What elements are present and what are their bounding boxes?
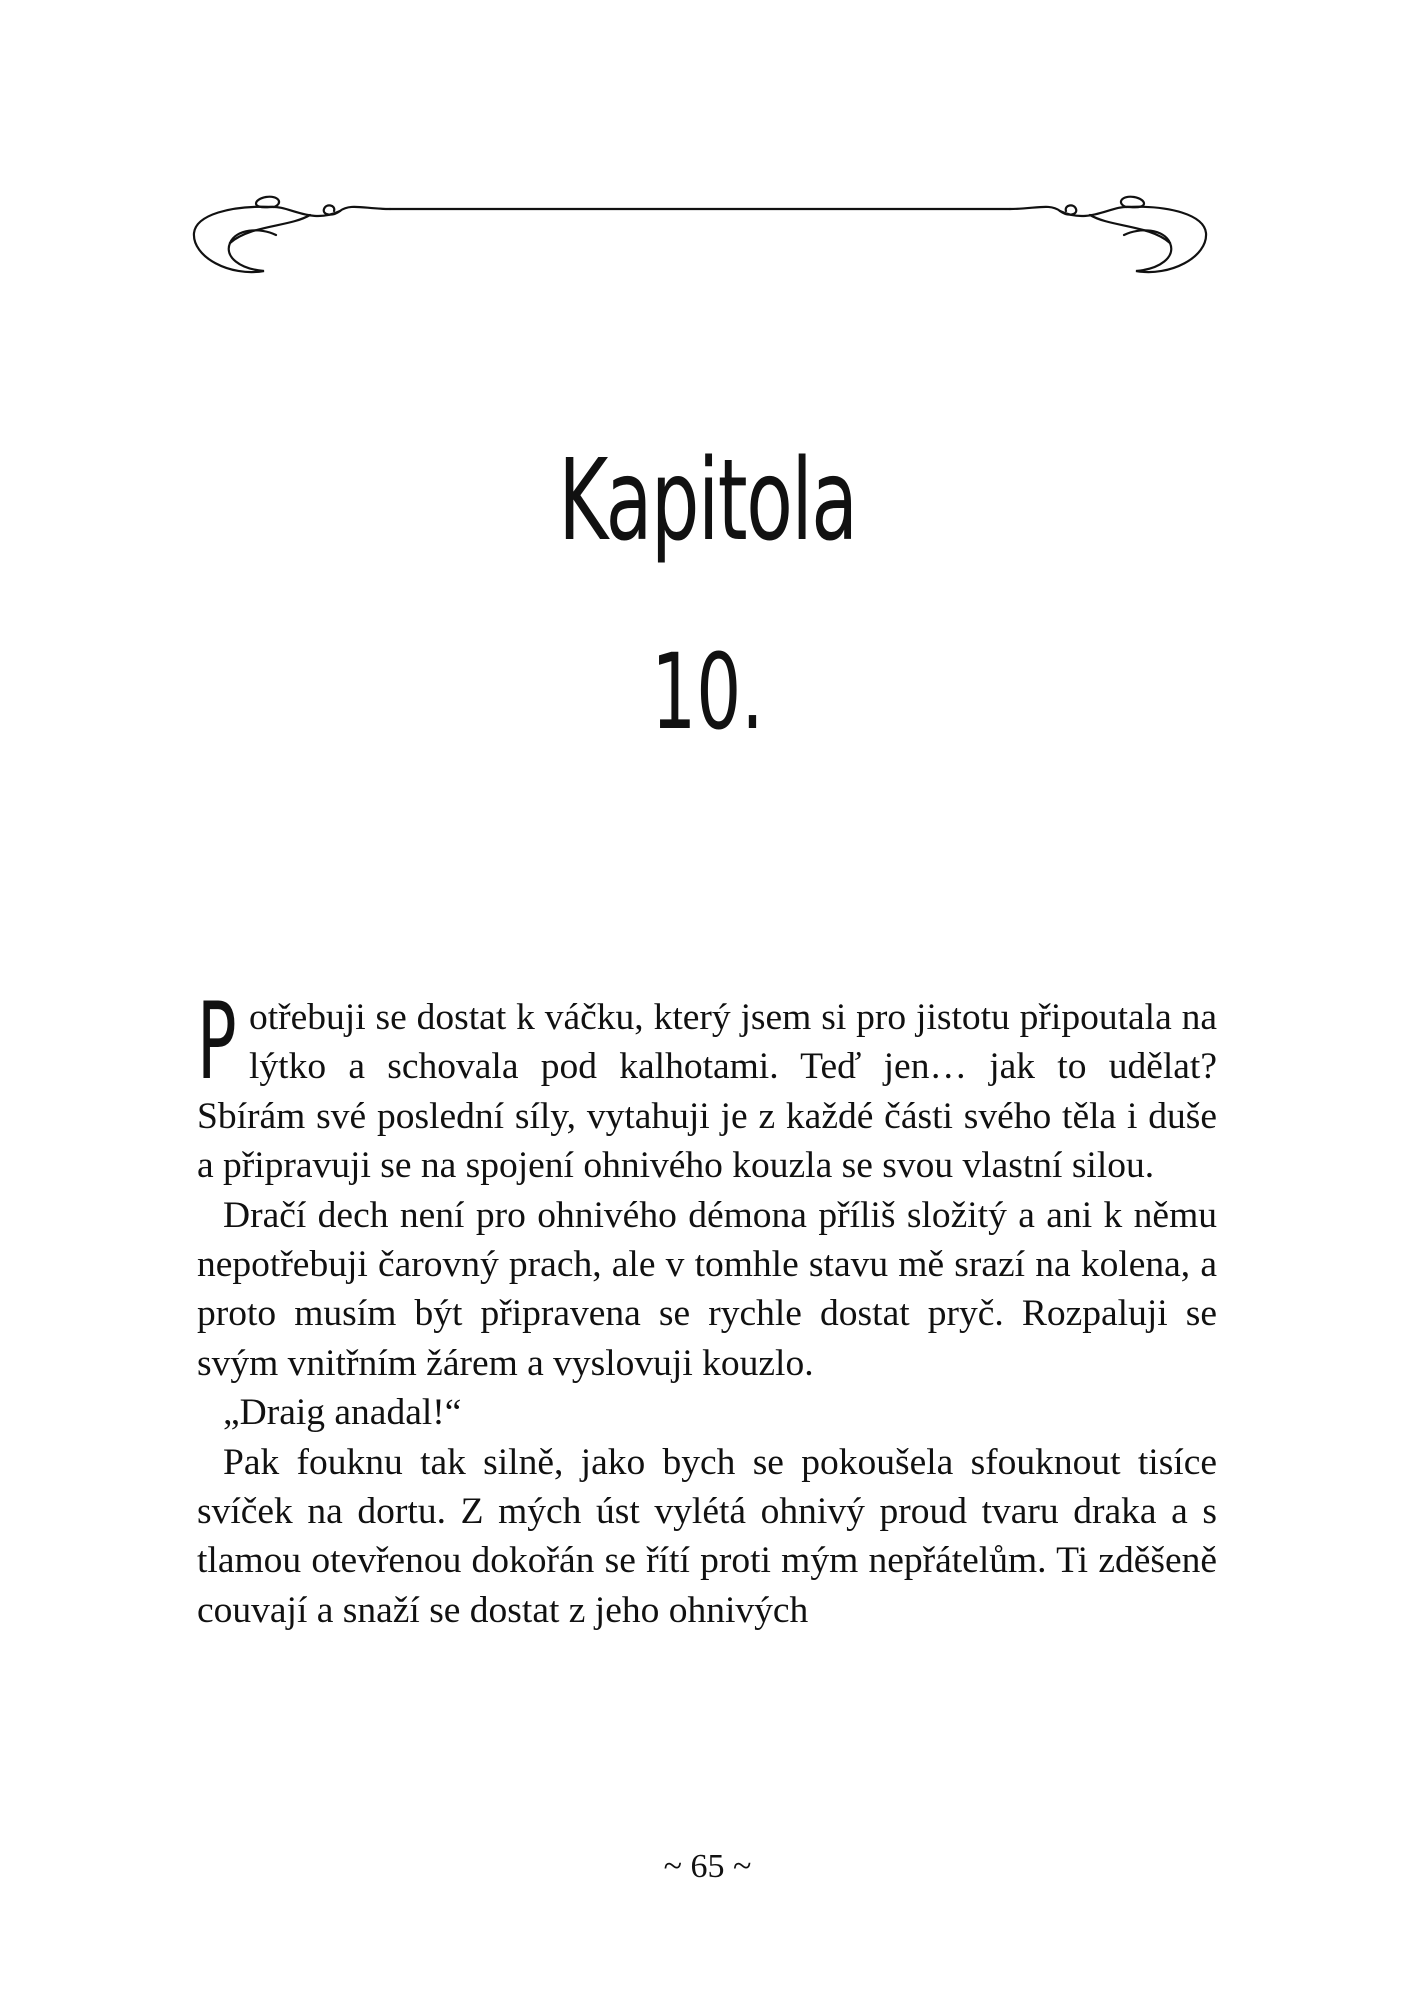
page-number: ~ 65 ~ [663, 1848, 752, 1885]
chapter-number: 10. [651, 631, 764, 753]
paragraph-4: Pak fouknu tak silně, jako bych se pokoušela sfouknout tisíce svíček na dortu. Z mých úst vylétá ohnivý proud tvaru draka a s tlamou otevřenou dokořán se řítí proti mým nepřátelům. Ti zděšeně couvají a snaží se dostat z jeho ohnivých [197, 1441, 1217, 1631]
paragraph-3: „Draig anadal!“ [223, 1392, 462, 1434]
chapter-title: Kapitola [558, 436, 857, 566]
paragraph-1-text: otřebuji se dostat k váčku, který jsem si pro jistotu připoutala na lýtko a schovala pod kalhotami. Teď jen… jak to udělat? Sbírám své poslední síly, vytahuji je z každé části svého těla i duše a připravuji se na spojení ohnivého kouzla se svou vlastní silou. [197, 997, 1217, 1187]
paragraph-1 [197, 980, 1217, 1191]
chapter-body [197, 980, 1217, 1635]
chapter-ornament [190, 185, 1210, 285]
drop-cap: P [197, 980, 237, 1103]
paragraph-2: Dračí dech není pro ohnivého démona příliš složitý a ani k němu nepotřebuji čarovný prach, ale v tomhle stavu mě srazí na kolena, a proto musím být připravena se rychle dostat pryč. Rozpaluji se svým vnitřním žárem a vyslovuji kouzlo. [197, 1194, 1217, 1384]
